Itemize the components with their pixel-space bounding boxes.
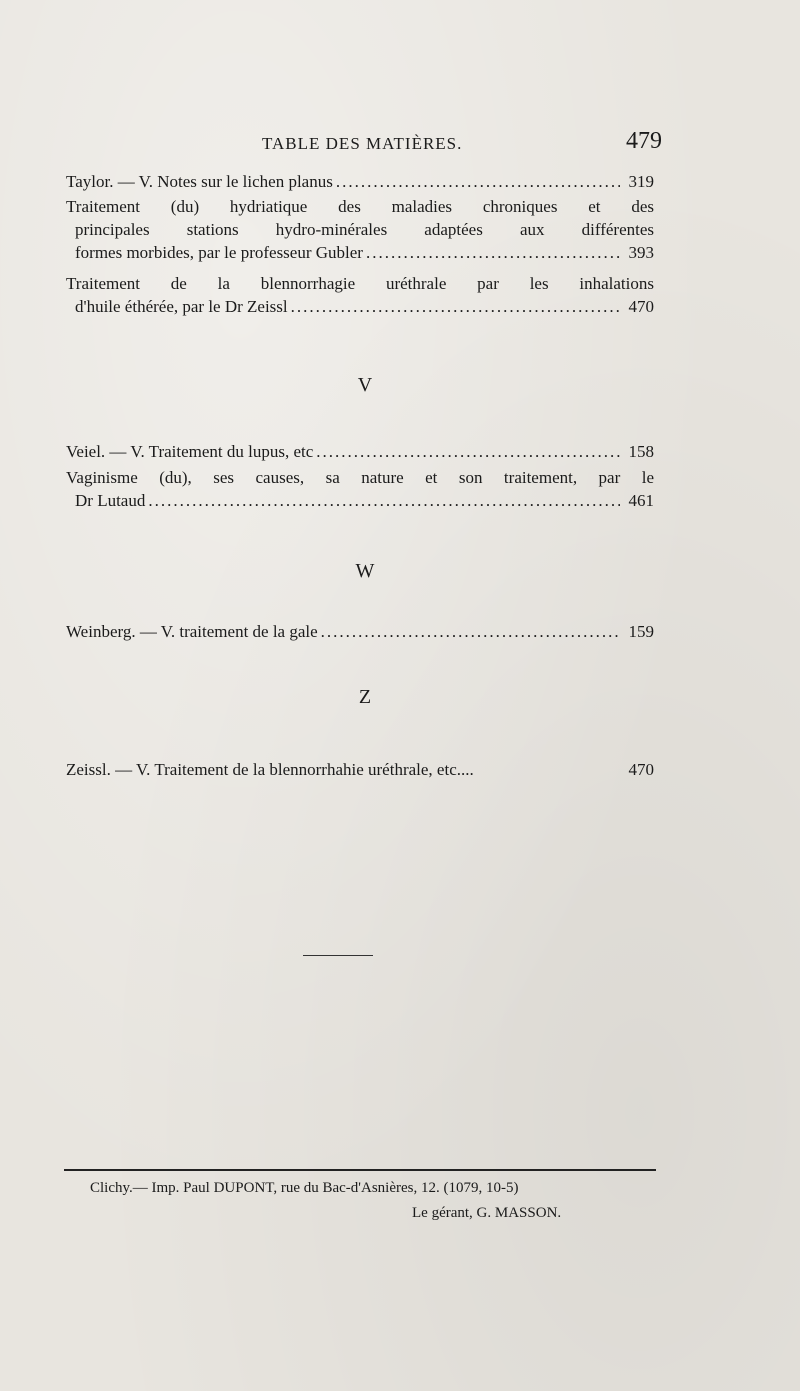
index-entry-traitement-hydriatique [66,195,654,264]
leader-dots [318,620,620,643]
entry-text: d'huile éthérée, par le Dr Zeissl [75,297,288,316]
section-letter-v: V [357,374,373,396]
page-header [66,128,662,160]
running-title: TABLE DES MATIÈRES. [262,134,463,153]
leader-dots [145,489,620,512]
section-letter-w: W [355,560,375,582]
entry-text: Weinberg. — V. traitement de la gale [66,622,318,641]
entry-text: Zeissl. — V. Traitement de la blennorrhahie uréthrale, etc.... [66,760,474,779]
entry-text: formes morbides, par le professeur Gubler [75,243,363,262]
entry-page: 159 [628,622,654,641]
entry-page: 158 [628,442,654,461]
entry-page: 319 [628,172,654,191]
entry-text: Dr Lutaud [75,491,146,510]
index-entry-zeissl [66,758,654,781]
entry-text: Traitement de la blennorrhagie uréthrale par les inhalations [66,274,654,293]
entry-text: Taylor. — V. Notes sur le lichen planus [66,172,333,191]
index-entry-weinberg [66,620,654,643]
index-entry-veiel [66,440,654,463]
printer-imprint: Clichy.— Imp. Paul DUPONT, rue du Bac-d'Asnières, 12. (1079, 10-5) [90,1180,519,1196]
index-entry-vaginisme [66,466,654,512]
leader-dots [288,295,620,318]
leader-dots [333,170,620,193]
entry-text: Vaginisme (du), ses causes, sa nature et son traitement, par le [66,468,654,487]
index-entry-taylor [66,170,654,193]
entry-text: principales stations hydro-minérales adaptées aux différentes [75,220,654,239]
publisher-signature: Le gérant, G. MASSON. [412,1205,562,1221]
section-divider [303,955,373,956]
footer-rule [64,1169,656,1171]
entry-page: 461 [628,491,654,510]
index-entry-traitement-blennorrhagie [66,272,654,318]
entry-page: 470 [628,760,654,779]
leader-dots [363,241,620,264]
entry-text: Traitement (du) hydriatique des maladies chroniques et des [66,197,654,216]
page-number: 479 [626,128,662,154]
section-letter-z: Z [358,686,372,708]
entry-page: 393 [628,243,654,262]
entry-text: Veiel. — V. Traitement du lupus, etc [66,442,314,461]
entry-page: 470 [628,297,654,316]
leader-dots [313,440,620,463]
